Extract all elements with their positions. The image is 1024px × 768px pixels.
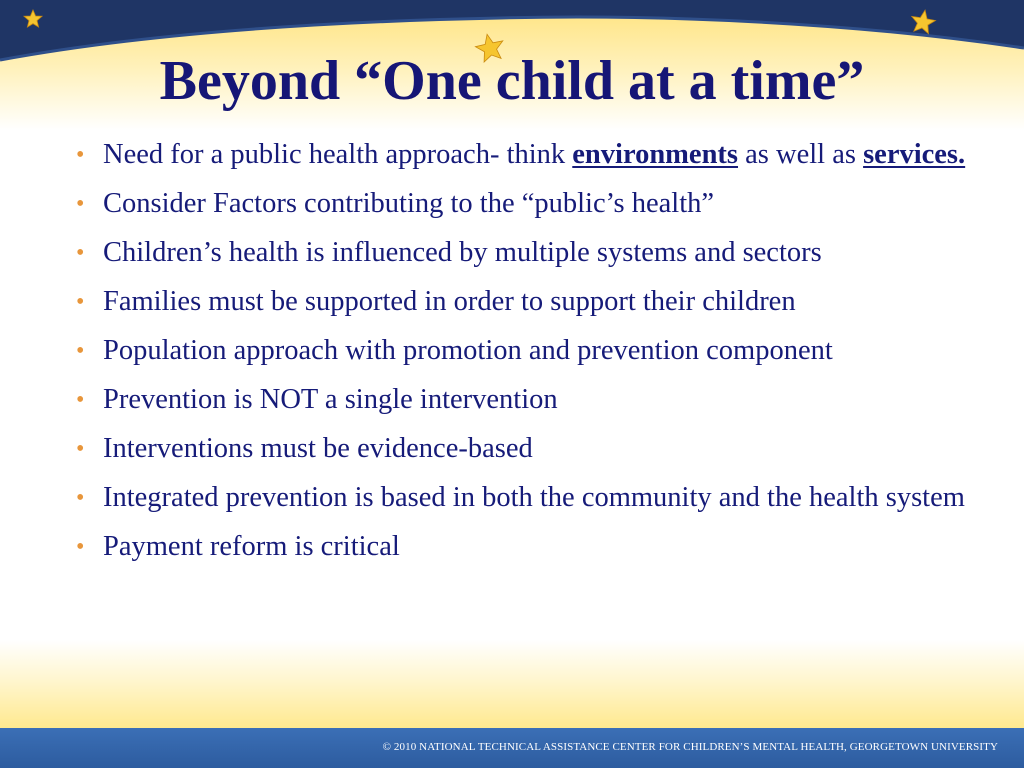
bullet-text: Integrated prevention is based in both the community and the health system bbox=[103, 482, 965, 513]
bullet-item bbox=[76, 284, 976, 320]
bullet-icon: • bbox=[76, 142, 85, 168]
bullet-item bbox=[76, 137, 976, 173]
bullet-text: Interventions must be evidence-based bbox=[103, 433, 533, 464]
bullet-item bbox=[76, 529, 976, 565]
bullet-icon: • bbox=[76, 338, 85, 364]
bullet-text: Need for a public health approach- think bbox=[103, 139, 573, 170]
emphasis-environments: environments bbox=[572, 139, 739, 170]
bullet-icon: • bbox=[76, 240, 85, 266]
bullet-item bbox=[76, 480, 976, 516]
bullet-text: Children’s health is influenced by multiple systems and sectors bbox=[103, 237, 822, 268]
bullet-item bbox=[76, 431, 976, 467]
bullet-item bbox=[76, 333, 976, 369]
bullet-icon: • bbox=[76, 436, 85, 462]
copyright-text: © 2010 NATIONAL TECHNICAL ASSISTANCE CENTER FOR CHILDREN’S MENTAL HEALTH, GEORGETOWN UNIVERSITY bbox=[382, 741, 998, 753]
emphasis-services: services. bbox=[863, 139, 966, 170]
bullet-icon: • bbox=[76, 191, 85, 217]
bullet-item bbox=[76, 235, 976, 271]
bullet-text: as well as bbox=[738, 139, 864, 170]
bullet-item bbox=[76, 186, 976, 222]
bullet-list bbox=[76, 137, 976, 578]
bullet-icon: • bbox=[76, 534, 85, 560]
bullet-icon: • bbox=[76, 289, 85, 315]
slide-title: Beyond “One child at a time” bbox=[159, 50, 865, 112]
bullet-text: Payment reform is critical bbox=[103, 531, 400, 562]
bullet-icon: • bbox=[76, 387, 85, 413]
bullet-text: Consider Factors contributing to the “public’s health” bbox=[103, 188, 715, 219]
bullet-item bbox=[76, 382, 976, 418]
bullet-text: Population approach with promotion and prevention component bbox=[103, 335, 833, 366]
footer-bar bbox=[0, 728, 1024, 768]
bullet-text: Prevention is NOT a single intervention bbox=[103, 384, 558, 415]
bullet-icon: • bbox=[76, 485, 85, 511]
bullet-text: Families must be supported in order to support their children bbox=[103, 286, 796, 317]
